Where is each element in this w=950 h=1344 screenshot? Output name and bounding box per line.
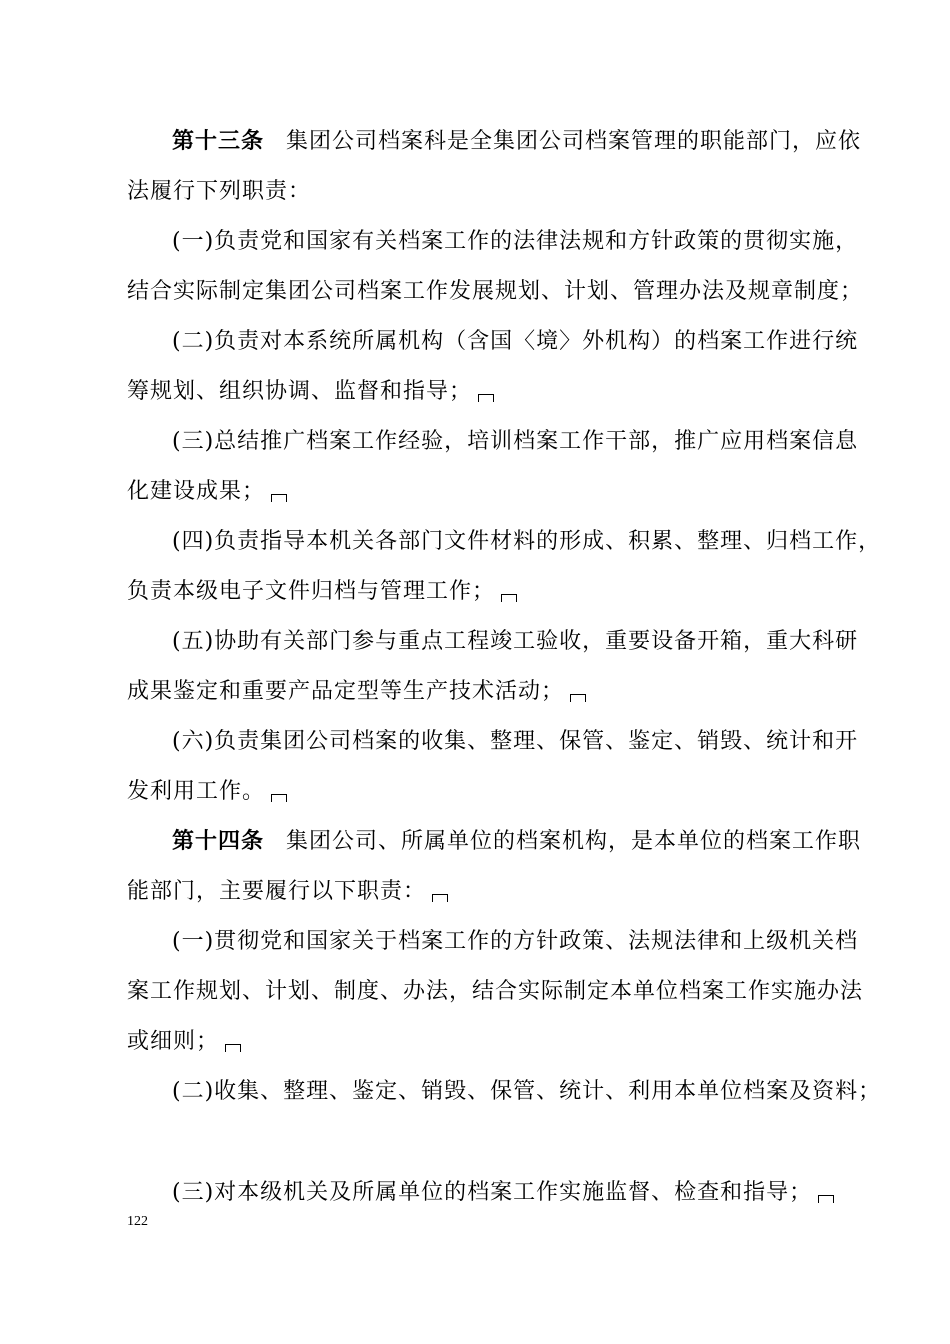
text-line <box>172 1178 834 1208</box>
line-text: 集团公司、所属单位的档案机构，是本单位的档案工作职 <box>286 829 862 854</box>
line-text: 筹规划、组织协调、监督和指导； <box>127 379 473 404</box>
line-text: (二)收集、整理、鉴定、销毁、保管、统计、利用本单位档案及资料； <box>172 1079 882 1104</box>
line-text: 法履行下列职责： <box>127 179 312 204</box>
line-text: (三)对本级机关及所属单位的档案工作实施监督、检查和指导； <box>172 1180 813 1205</box>
paragraph-mark-icon <box>501 594 517 602</box>
paragraph-mark-icon <box>271 794 287 802</box>
text-line <box>127 877 448 907</box>
paragraph-mark-icon <box>225 1044 241 1052</box>
line-text: (一)贯彻党和国家关于档案工作的方针政策、法规法律和上级机关档 <box>172 929 859 954</box>
line-text: 化建设成果； <box>127 479 266 504</box>
text-line <box>127 377 494 407</box>
paragraph-mark-icon <box>818 1195 834 1203</box>
line-text: 发利用工作。 <box>127 779 266 804</box>
line-text: (四)负责指导本机关各部门文件材料的形成、积累、整理、归档工作， <box>172 529 882 554</box>
line-text: 集团公司档案科是全集团公司档案管理的职能部门，应依 <box>286 129 862 154</box>
line-text: 或细则； <box>127 1029 220 1054</box>
paragraph-mark-icon <box>478 394 494 402</box>
text-line <box>127 777 287 807</box>
line-text: (六)负责集团公司档案的收集、整理、保管、鉴定、销毁、统计和开 <box>172 729 859 754</box>
page-number: 122 <box>127 1214 148 1229</box>
text-line <box>172 927 858 957</box>
line-text: 结合实际制定集团公司档案工作发展规划、计划、管理办法及规章制度； <box>127 279 864 304</box>
text-line <box>172 227 858 257</box>
article-line <box>172 827 861 857</box>
line-text: 成果鉴定和重要产品定型等生产技术活动； <box>127 679 565 704</box>
text-line <box>172 727 858 757</box>
text-line <box>127 1027 241 1057</box>
text-line <box>172 527 881 557</box>
line-text: 案工作规划、计划、制度、办法，结合实际制定本单位档案工作实施办法 <box>127 979 864 1004</box>
text-line <box>127 477 287 507</box>
article-heading: 第十四条 <box>172 829 265 854</box>
line-text: 负责本级电子文件归档与管理工作； <box>127 579 496 604</box>
article-heading: 第十三条 <box>172 129 265 154</box>
text-line <box>172 427 858 457</box>
text-line <box>127 177 311 207</box>
text-line <box>127 577 517 607</box>
line-text: (五)协助有关部门参与重点工程竣工验收，重要设备开箱，重大科研 <box>172 629 859 654</box>
text-line <box>172 627 858 657</box>
text-line <box>127 677 586 707</box>
paragraph-mark-icon <box>271 494 287 502</box>
text-line <box>127 277 863 307</box>
text-line <box>172 1077 881 1107</box>
paragraph-mark-icon <box>432 894 448 902</box>
text-line <box>172 327 858 357</box>
paragraph-mark-icon <box>570 694 586 702</box>
line-text: (二)负责对本系统所属机构（含国〈境〉外机构）的档案工作进行统 <box>172 329 859 354</box>
line-text: (三)总结推广档案工作经验，培训档案工作干部，推广应用档案信息 <box>172 429 859 454</box>
line-text: (一)负责党和国家有关档案工作的法律法规和方针政策的贯彻实施， <box>172 229 859 254</box>
article-line <box>172 127 861 157</box>
text-line <box>127 977 863 1007</box>
line-text: 能部门，主要履行以下职责： <box>127 879 427 904</box>
